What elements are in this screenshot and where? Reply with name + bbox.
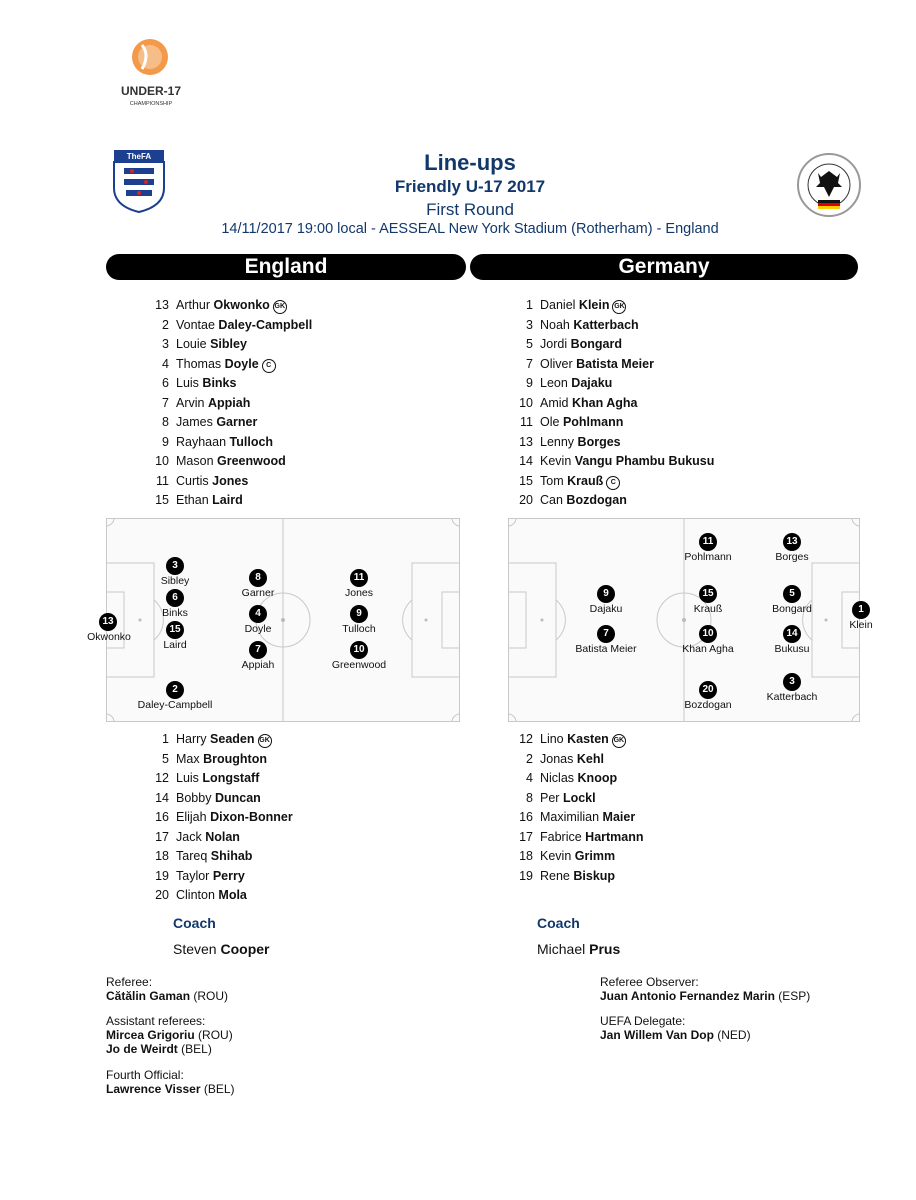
player-number: 19 — [155, 868, 169, 883]
player-first-name: Leon — [540, 376, 568, 390]
player-marker-name: Bozdogan — [684, 699, 732, 711]
goalkeeper-badge: GK — [612, 734, 626, 748]
player-number: 10 — [519, 395, 533, 410]
player-marker-name: Jones — [344, 587, 374, 599]
player-marker-name: Pohlmann — [684, 551, 732, 563]
player-first-name: Luis — [176, 771, 199, 785]
player-marker: 5 — [783, 585, 801, 603]
page-title: Line-ups — [424, 150, 516, 175]
player-marker-name: Dajaku — [589, 603, 623, 615]
list-item — [145, 433, 312, 453]
player-last-name: Biskup — [573, 868, 616, 883]
player-last-name: Knoop — [577, 771, 618, 785]
away-coach-name — [537, 941, 620, 957]
list-item — [145, 472, 312, 492]
player-first-name: Rene — [540, 868, 570, 883]
player-number: 14 — [519, 454, 533, 468]
player-last-name: Duncan — [214, 790, 261, 805]
player-last-name: Nolan — [205, 829, 240, 844]
list-item — [145, 750, 293, 770]
list-item — [509, 828, 644, 848]
list-item — [145, 452, 312, 472]
player-first-name: Niclas — [540, 771, 575, 785]
penalty-spot-right — [425, 619, 428, 622]
list-item — [145, 335, 312, 355]
player-last-name: Grimm — [574, 849, 616, 863]
player-number: 1 — [162, 732, 169, 746]
player-first-name: Amid — [540, 395, 569, 410]
player-marker: 15 — [166, 621, 184, 639]
observer-name: Juan Antonio Fernandez Marin — [600, 989, 775, 1003]
list-item — [509, 730, 644, 750]
player-first-name: Louie — [176, 337, 207, 351]
player-first-name: Jordi — [540, 337, 568, 351]
player-marker: 2 — [166, 681, 184, 699]
player-first-name: Mason — [176, 454, 214, 468]
player-last-name: Bongard — [570, 337, 622, 351]
player-first-name: Noah — [540, 317, 570, 332]
uefa-u17-logo — [112, 35, 190, 119]
player-number: 12 — [155, 771, 169, 785]
player-marker-name: Daley-Campbell — [137, 699, 213, 711]
player-marker: 8 — [249, 569, 267, 587]
fa-logo-text: TheFA — [126, 152, 152, 161]
player-marker-name: Krauß — [693, 603, 723, 615]
match-details: 14/11/2017 19:00 local - AESSEAL New York Stadium (Rotherham) - England — [221, 221, 719, 237]
list-item — [509, 491, 714, 511]
player-last-name: Maier — [602, 810, 636, 824]
player-marker: 20 — [699, 681, 717, 699]
list-item — [145, 296, 312, 316]
referee-block — [106, 975, 228, 1003]
player-number: 4 — [162, 356, 169, 371]
logo-u17-sub: CHAMPIONSHIP — [129, 101, 173, 107]
player-first-name: James — [176, 415, 213, 429]
fourth-nat: (BEL) — [203, 1082, 235, 1096]
player-first-name: Oliver — [540, 356, 573, 371]
player-first-name: Fabrice — [540, 829, 582, 844]
player-last-name: Laird — [212, 493, 243, 507]
player-last-name: Borges — [577, 434, 621, 449]
player-last-name: Khan Agha — [571, 395, 638, 410]
away-coach-label: Coach — [537, 915, 580, 931]
player-marker: 4 — [249, 605, 267, 623]
player-last-name: Bukusu — [668, 454, 715, 468]
player-marker: 13 — [783, 533, 801, 551]
assistants-label: Assistant referees: — [106, 1014, 206, 1028]
player-marker: 9 — [350, 605, 368, 623]
player-marker: 14 — [783, 625, 801, 643]
away-coach-last: Prus — [589, 941, 621, 957]
list-item — [145, 316, 312, 336]
center-spot — [281, 618, 285, 622]
player-number: 10 — [155, 454, 169, 468]
player-first-name: Max — [176, 751, 200, 766]
player-first-name: Jack — [176, 829, 202, 844]
away-team-bar: Germany — [470, 254, 858, 280]
player-first-name: Lenny — [540, 434, 575, 449]
delegate-nat: (NED) — [717, 1028, 751, 1042]
penalty-spot-right — [825, 619, 828, 622]
assistant1-name: Mircea Grigoriu — [106, 1028, 195, 1042]
player-marker: 11 — [350, 569, 368, 587]
player-number: 16 — [155, 810, 169, 824]
list-item — [509, 335, 714, 355]
player-first-name: Can — [540, 493, 563, 507]
player-marker-name: Batista Meier — [575, 643, 637, 655]
player-marker: 1 — [852, 601, 870, 619]
player-first-name: Vontae — [176, 317, 215, 332]
player-marker: 7 — [597, 625, 615, 643]
player-last-name: Dajaku — [571, 376, 613, 390]
player-marker-name: Sibley — [160, 575, 190, 587]
player-first-name: Curtis — [176, 473, 209, 488]
observer-label: Referee Observer: — [600, 975, 699, 989]
player-marker: 10 — [699, 625, 717, 643]
player-marker: 15 — [699, 585, 717, 603]
player-first-name: Kevin — [540, 849, 572, 863]
player-last-name: Appiah — [207, 395, 251, 410]
player-first-name: Thomas — [176, 356, 222, 371]
home-coach-last: Cooper — [220, 941, 270, 957]
player-number: 3 — [162, 337, 169, 351]
player-last-name: Hartmann — [585, 829, 644, 844]
player-last-name: Vangu Phambu — [574, 454, 666, 468]
list-item — [145, 828, 293, 848]
list-item — [145, 847, 293, 867]
player-last-name: Kasten — [567, 732, 609, 746]
player-number: 5 — [162, 751, 169, 766]
player-first-name: Jonas — [540, 751, 574, 766]
player-number: 2 — [526, 751, 533, 766]
observer-nat: (ESP) — [778, 989, 811, 1003]
player-number: 20 — [155, 888, 169, 902]
list-item — [145, 867, 293, 887]
assistants-block — [106, 1014, 233, 1056]
player-last-name: Sibley — [210, 337, 247, 351]
list-item — [509, 867, 644, 887]
list-item — [145, 413, 312, 433]
list-item — [145, 808, 293, 828]
player-first-name: Clinton — [176, 888, 215, 902]
player-last-name: Seaden — [210, 732, 255, 746]
home-team-bar: England — [106, 254, 466, 280]
player-marker-name: Katterbach — [766, 691, 818, 703]
player-number: 18 — [155, 849, 169, 863]
list-item — [509, 296, 714, 316]
player-marker-name: Garner — [241, 587, 275, 599]
player-marker: 3 — [166, 557, 184, 575]
player-number: 6 — [162, 376, 169, 390]
list-item — [509, 847, 644, 867]
player-marker: 10 — [350, 641, 368, 659]
player-first-name: Rayhaan — [176, 434, 227, 449]
list-item — [145, 789, 293, 809]
player-number: 15 — [519, 473, 533, 488]
logo-u17-text: UNDER-17 — [120, 84, 182, 98]
player-number: 11 — [520, 415, 533, 429]
player-marker-name: Bongard — [772, 603, 812, 615]
player-last-name: Greenwood — [217, 454, 286, 468]
player-first-name: Lino — [540, 732, 564, 746]
fourth-name: Lawrence Visser — [106, 1082, 201, 1096]
referee-name: Cătălin Gaman — [106, 989, 191, 1003]
list-item — [145, 769, 293, 789]
player-marker-name: Bukusu — [774, 643, 810, 655]
list-item — [509, 750, 644, 770]
penalty-spot-left — [139, 619, 142, 622]
player-first-name: Arvin — [176, 395, 205, 410]
away-coach-first: Michael — [537, 941, 586, 957]
player-last-name: Batista Meier — [576, 356, 654, 371]
center-spot — [682, 618, 686, 622]
away-substitutes-list — [509, 730, 644, 886]
player-number: 11 — [156, 473, 169, 488]
player-last-name: Krauß — [567, 473, 604, 488]
fourth-label: Fourth Official: — [106, 1068, 184, 1082]
list-item — [145, 394, 312, 414]
fourth-official-block — [106, 1068, 235, 1096]
player-first-name: Kevin — [540, 454, 572, 468]
player-number: 18 — [519, 849, 533, 863]
list-item — [509, 808, 644, 828]
player-last-name: Dixon-Bonner — [210, 810, 293, 824]
delegate-name: Jan Willem Van Dop — [600, 1028, 714, 1042]
referee-label: Referee: — [106, 975, 153, 989]
player-last-name: Tulloch — [229, 434, 274, 449]
player-number: 19 — [519, 868, 533, 883]
home-formation-pitch — [106, 518, 460, 722]
player-last-name: Longstaff — [202, 771, 260, 785]
player-marker-name: Tulloch — [342, 623, 376, 635]
player-number: 17 — [155, 829, 169, 844]
goalkeeper-badge: GK — [273, 300, 287, 314]
player-last-name: Garner — [216, 415, 258, 429]
player-last-name: Broughton — [203, 751, 267, 766]
dfb-logo — [796, 152, 862, 218]
player-marker: 13 — [99, 613, 117, 631]
home-substitutes-list — [145, 730, 293, 906]
player-number: 9 — [162, 434, 169, 449]
list-item — [509, 472, 714, 492]
player-first-name: Ole — [540, 415, 560, 429]
round-name: First Round — [426, 200, 514, 219]
home-coach-name — [173, 941, 269, 957]
player-marker-name: Binks — [162, 607, 188, 619]
player-number: 17 — [519, 829, 533, 844]
player-marker-name: Borges — [775, 551, 809, 563]
list-item — [509, 413, 714, 433]
player-last-name: Bozdogan — [566, 493, 627, 507]
player-first-name: Tom — [540, 473, 564, 488]
player-marker: 6 — [166, 589, 184, 607]
player-marker: 7 — [249, 641, 267, 659]
list-item — [509, 769, 644, 789]
player-first-name: Luis — [176, 376, 199, 390]
referee-nat: (ROU) — [193, 989, 229, 1003]
player-marker-name: Greenwood — [331, 659, 387, 671]
player-number: 4 — [526, 771, 533, 785]
player-last-name: Daley-Campbell — [218, 317, 313, 332]
the-fa-logo — [112, 148, 166, 214]
player-marker: 11 — [699, 533, 717, 551]
player-number: 2 — [162, 317, 169, 332]
player-marker-name: Appiah — [241, 659, 275, 671]
list-item — [145, 355, 312, 375]
player-first-name: Daniel — [540, 298, 576, 312]
home-coach-label: Coach — [173, 915, 216, 931]
player-number: 8 — [162, 415, 169, 429]
player-first-name: Tareq — [176, 849, 208, 863]
player-number: 13 — [519, 434, 533, 449]
player-first-name: Ethan — [176, 493, 209, 507]
delegate-block — [600, 1014, 751, 1042]
competition-name: Friendly U-17 2017 — [394, 177, 546, 196]
player-first-name: Maximilian — [540, 810, 600, 824]
player-number: 20 — [519, 493, 533, 507]
player-number: 15 — [155, 493, 169, 507]
player-last-name: Pohlmann — [562, 415, 624, 429]
goalkeeper-badge: GK — [258, 734, 272, 748]
list-item — [509, 433, 714, 453]
list-item — [509, 452, 714, 472]
home-coach-first: Steven — [173, 941, 217, 957]
player-number: 9 — [526, 376, 533, 390]
player-last-name: Katterbach — [573, 317, 639, 332]
penalty-spot-left — [541, 619, 544, 622]
player-number: 7 — [162, 395, 169, 410]
player-number: 12 — [519, 732, 533, 746]
player-marker-name: Doyle — [244, 623, 272, 635]
player-last-name: Mola — [218, 888, 247, 902]
player-last-name: Binks — [202, 376, 237, 390]
home-starters-list — [145, 296, 312, 511]
player-marker: 9 — [597, 585, 615, 603]
player-first-name: Taylor — [176, 868, 210, 883]
list-item — [145, 730, 293, 750]
player-first-name: Arthur — [176, 298, 211, 312]
list-item — [509, 374, 714, 394]
player-marker: 3 — [783, 673, 801, 691]
player-marker-name: Okwonko — [87, 631, 131, 643]
captain-badge: C — [262, 359, 276, 373]
player-number: 3 — [526, 317, 533, 332]
player-number: 13 — [155, 298, 169, 312]
player-marker-name: Khan Agha — [682, 643, 734, 655]
player-number: 7 — [526, 356, 533, 371]
player-number: 8 — [526, 790, 533, 805]
player-last-name: Lockl — [562, 790, 596, 805]
player-last-name: Perry — [212, 868, 245, 883]
list-item — [509, 355, 714, 375]
player-marker-name: Klein — [849, 619, 873, 631]
delegate-label: UEFA Delegate: — [600, 1014, 686, 1028]
player-number: 5 — [526, 337, 533, 351]
player-last-name: Klein — [578, 298, 610, 312]
goalkeeper-badge: GK — [612, 300, 626, 314]
player-number: 1 — [526, 298, 533, 312]
player-last-name: Kehl — [576, 751, 604, 766]
player-marker-name: Laird — [163, 639, 187, 651]
assistant2-name: Jo de Weirdt — [106, 1042, 178, 1056]
assistant1-nat: (ROU) — [198, 1028, 233, 1042]
list-item — [145, 491, 312, 511]
captain-badge: C — [606, 476, 620, 490]
assistant2-nat: (BEL) — [181, 1042, 212, 1056]
observer-block — [600, 975, 810, 1003]
player-number: 16 — [519, 810, 533, 824]
list-item — [145, 886, 293, 906]
player-first-name: Harry — [176, 732, 207, 746]
away-starters-list — [509, 296, 714, 511]
player-last-name: Jones — [212, 473, 249, 488]
list-item — [509, 789, 644, 809]
player-last-name: Shihab — [210, 849, 253, 863]
player-first-name: Bobby — [176, 790, 212, 805]
player-first-name: Per — [540, 790, 560, 805]
player-number: 14 — [155, 790, 169, 805]
player-last-name: Doyle — [224, 356, 259, 371]
list-item — [145, 374, 312, 394]
list-item — [509, 316, 714, 336]
list-item — [509, 394, 714, 414]
player-first-name: Elijah — [176, 810, 207, 824]
player-last-name: Okwonko — [213, 298, 270, 312]
